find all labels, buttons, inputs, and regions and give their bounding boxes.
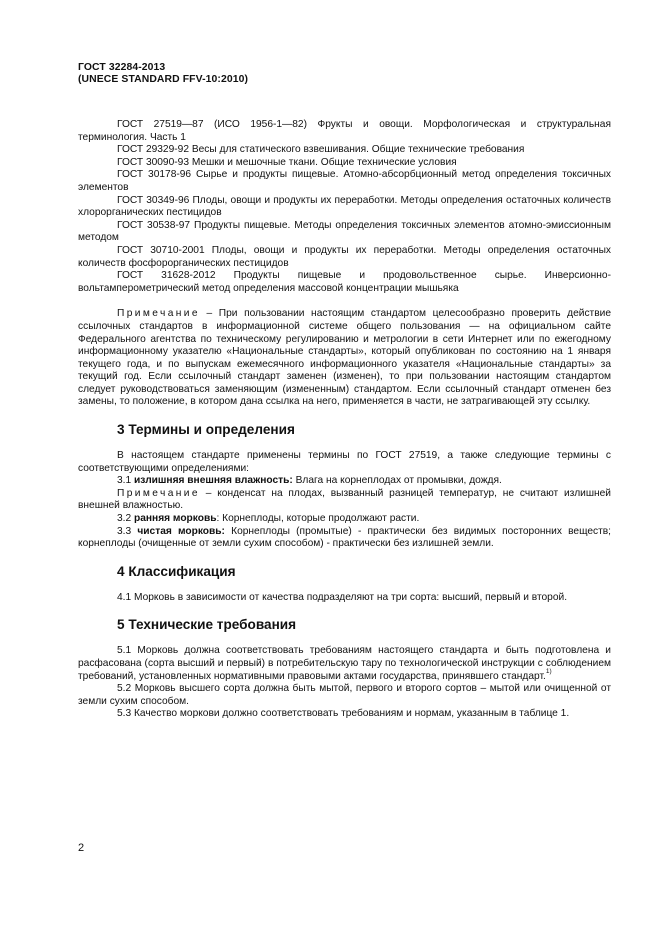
- reference-item: ГОСТ 30178-96 Сырье и продукты пищевые. Атомно-абсорбционный метод определения токсичных элементов: [78, 169, 611, 193]
- section-3-heading: 3 Термины и определения: [117, 422, 295, 438]
- reference-item: ГОСТ 29329-92 Весы для статического взвешивания. Общие технические требования: [117, 144, 525, 156]
- term-name: ранняя морковь: [134, 513, 217, 525]
- term-name: излишняя внешняя влажность:: [134, 475, 293, 487]
- paragraph-5-3: 5.3 Качество моркови должно соответствовать требованиям и нормам, указанным в таблице 1.: [117, 708, 570, 720]
- paragraph-4-1: 4.1 Морковь в зависимости от качества подразделяют на три сорта: высший, первый и второй.: [117, 591, 568, 603]
- paragraph-5-2: 5.2 Морковь высшего сорта должна быть мытой, первого и второго сортов – мытой или очищенной от земли сухим способом.: [78, 683, 611, 707]
- reference-item: ГОСТ 30349-96 Плоды, овощи и продукты их переработки. Методы определения остаточных количеств хлорорганических пестицидов: [78, 194, 611, 219]
- reference-item: ГОСТ 30090-93 Мешки и мешочные ткани. Общие технические условия: [117, 156, 457, 168]
- reference-item: ГОСТ 30710-2001 Плоды, овощи и продукты их переработки. Методы определения остаточных количеств фосфорорганических пестицидов: [78, 244, 611, 269]
- document-body: [78, 119, 611, 721]
- term-3-1: 3.1 излишняя внешняя влажность: Влага на корнеплодах от промывки, дождя.: [117, 475, 502, 487]
- term-name: чистая морковь:: [137, 525, 225, 537]
- section-5-heading: 5 Технические требования: [117, 617, 297, 633]
- note-label: Примечание: [117, 487, 200, 499]
- term-3-2: 3.2 ранняя морковь: Корнеплоды, которые продолжают расти.: [117, 513, 420, 525]
- references-note: [78, 308, 611, 409]
- note-text: – При пользовании настоящим стандартом целесообразно проверить действие ссылочных стандартов в информационной системе общего пользования — на официальном сайте Федерального агентства по техническому регулированию и метрологии в сети Интернет или по ежегодному информационному указателю «Национальные стандарты», который опубликован по состоянию на 1 января текущего года, и по выпускам ежемесячного информационного указателя «Национальные стандарты» за текущий год. Если ссылочный стандарт заменен (изменен), то при пользовании настоящим стандартом следует руководствоваться заменяющим (измененным) стандартом. Если ссылочный стандарт отменен без замены, то положение, в котором дана ссылка на него, применяется в части, не затрагивающей эту ссылку.: [78, 308, 611, 408]
- term-3-3: 3.3 чистая морковь: Корнеплоды (промытые) - практически без видимых посторонних веществ; корнеплоды (очищенные от земли сухим способом) - практически без излишней земли.: [78, 525, 612, 550]
- standard-number: ГОСТ 32284-2013: [78, 62, 166, 73]
- section-3-intro: В настоящем стандарте применены термины по ГОСТ 27519, а также следующие термины с соответствующими определениями:: [78, 450, 611, 474]
- page-number: 2: [78, 842, 85, 854]
- reference-item: ГОСТ 27519—87 (ИСО 1956-1—82) Фрукты и овощи. Морфологическая и структуральная терминология. Часть 1: [78, 119, 611, 143]
- term-3-1-note: Примечание – конденсат на плодах, вызванный разницей температур, не считают излишней внешней влажностью.: [78, 487, 611, 512]
- standard-equivalent: (UNECE STANDARD FFV-10:2010): [78, 74, 249, 86]
- reference-item: ГОСТ 30538-97 Продукты пищевые. Методы определения токсичных элементов атомно-эмиссионным методом: [78, 219, 611, 244]
- section-4-heading: 4 Классификация: [117, 563, 236, 579]
- footnote-marker: 1): [545, 667, 552, 675]
- note-label: Примечание: [117, 308, 200, 320]
- paragraph-5-1: 5.1 Морковь должна соответствовать требованиям настоящего стандарта и быть подготовлена и расфасована (сорта высший и первый) в потребительскую тару по технологической инструкции с соблюдением требований, установленных нормативными правовыми актами государства, принявшего стандарт.$^{1)}$: [78, 645, 611, 682]
- document-header: [78, 62, 248, 87]
- reference-item: ГОСТ 31628-2012 Продукты пищевые и продовольственное сырье. Инверсионно-вольтамперометрический метод определения массовой концентрации мышьяка: [78, 270, 611, 294]
